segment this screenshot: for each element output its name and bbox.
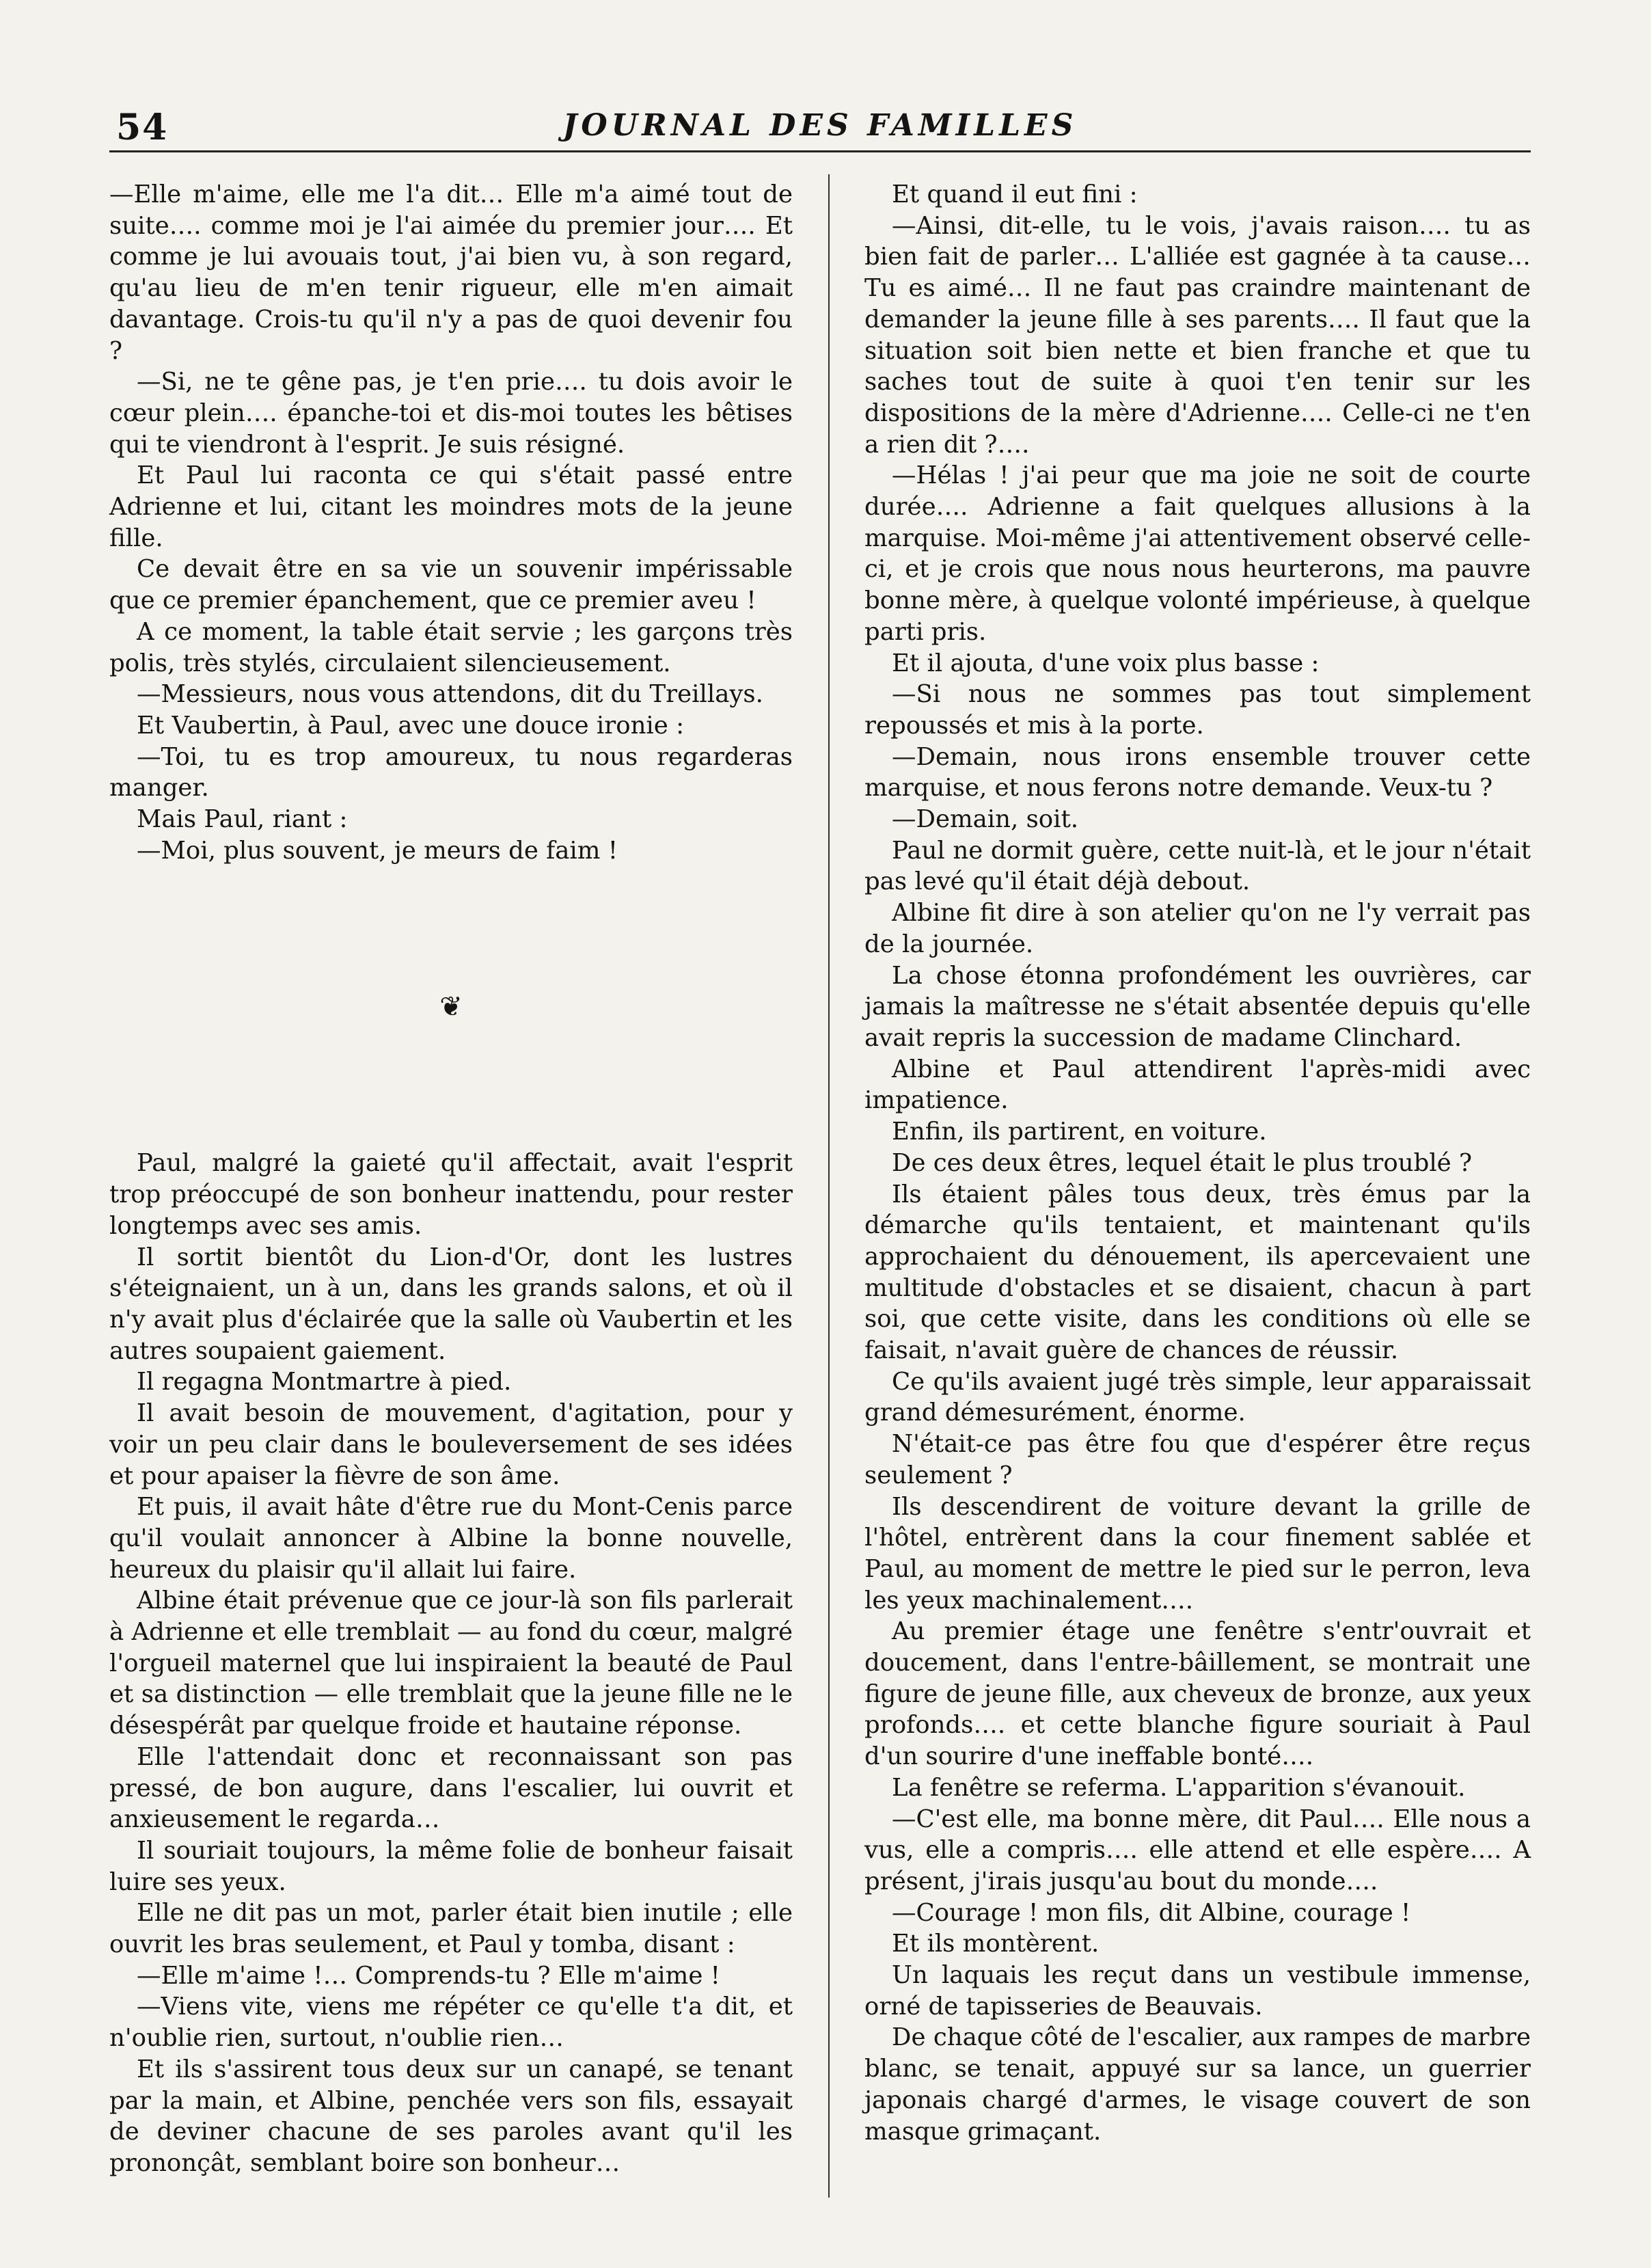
- paragraph: N'était-ce pas être fou que d'espérer être reçus seulement ?: [864, 1430, 1531, 1489]
- paragraph: Au premier étage une fenêtre s'entr'ouvrait et doucement, dans l'entre-bâillement, se montrait une figure de jeune fille, aux cheveux de bronze, aux yeux profonds…. et cette blanche figure souriait à Paul d'un sourire d'une ineffable bonté….: [864, 1617, 1531, 1771]
- paragraph: Et quand il eut fini :: [892, 180, 1138, 208]
- paragraph: Et ils montèrent.: [892, 1930, 1100, 1958]
- paragraph: Ce devait être en sa vie un souvenir impérissable que ce premier épanchement, que ce premier aveu !: [109, 555, 793, 615]
- paragraph: Un laquais les reçut dans un vestibule immense, orné de tapisseries de Beauvais.: [864, 1961, 1531, 2021]
- paragraph: Elle l'attendait donc et reconnaissant son pas pressé, de bon augure, dans l'escalier, lui ouvrit et anxieusement le regarda…: [109, 1742, 793, 1834]
- paragraph: —C'est elle, ma bonne mère, dit Paul…. Elle nous a vus, elle a compris…. elle attend et elle espère…. A présent, j'irais jusqu'au bout du monde….: [864, 1805, 1531, 1895]
- right-column: [864, 179, 1531, 2147]
- paragraph: Albine était prévenue que ce jour-là son fils parlerait à Adrienne et elle tremblait — au fond du cœur, malgré l'orgueil maternel que lui inspiraient la beauté de Paul et sa distinction — elle tremblait que la jeune fille ne le désespérât par quelque froide et hautaine réponse.: [109, 1587, 793, 1740]
- paragraph: Enfin, ils partirent, en voiture.: [892, 1118, 1267, 1146]
- paragraph: Mais Paul, riant :: [137, 805, 348, 834]
- column-divider: [828, 174, 830, 2198]
- paragraph: —Elle m'aime !… Comprends-tu ? Elle m'aime !: [137, 1961, 720, 1990]
- paragraph: —Hélas ! j'ai peur que ma joie ne soit de courte durée…. Adrienne a fait quelques allusions à la marquise. Moi-même j'ai attentivement observé celle-ci, et je crois que nous nous heurterons, ma pauvre bonne mère, à quelque volonté impérieuse, à quelque parti pris.: [864, 461, 1531, 646]
- paragraph: Albine fit dire à son atelier qu'on ne l'y verrait pas de la journée.: [864, 899, 1531, 958]
- page-header: [109, 103, 1531, 152]
- paragraph: Ils descendirent de voiture devant la grille de l'hôtel, entrèrent dans la cour finement sablée et Paul, au moment de mettre le pied sur le perron, leva les yeux machinalement….: [864, 1492, 1531, 1615]
- paragraph: —Ainsi, dit-elle, tu le vois, j'avais raison…. tu as bien fait de parler… L'alliée est gagnée à ta cause… Tu es aimé… Il ne faut pas craindre maintenant de demander la jeune fille à ses parents…. Il faut que la situation soit bien nette et bien franche et que tu saches tout de suite à quoi t'en tenir sur les dispositions de la mère d'Adrienne…. Celle-ci ne t'en a rien dit ?….: [864, 211, 1531, 459]
- paragraph: Il regagna Montmartre à pied.: [137, 1368, 512, 1396]
- paragraph: —Messieurs, nous vous attendons, dit du Treillays.: [137, 680, 763, 709]
- paragraph: —Si, ne te gêne pas, je t'en prie…. tu dois avoir le cœur plein…. épanche-toi et dis-moi toutes les bêtises qui te viendront à l'esprit. Je suis résigné.: [109, 368, 793, 459]
- paragraph: Il souriait toujours, la même folie de bonheur faisait luire ses yeux.: [109, 1836, 793, 1896]
- paragraph: —Elle m'aime, elle me l'a dit… Elle m'a aimé tout de suite…. comme moi je l'ai aimée du premier jour…. Et comme je lui avouais tout, j'ai bien vu, à son regard, qu'au lieu de m'en tenir rigueur, elle m'en aimait davantage. Crois-tu qu'il n'y a pas de quoi devenir fou ?: [109, 180, 793, 365]
- paragraph: Paul ne dormit guère, cette nuit-là, et le jour n'était pas levé qu'il était déjà debout.: [864, 836, 1531, 896]
- paragraph: Elle ne dit pas un mot, parler était bien inutile ; elle ouvrit les bras seulement, et Paul y tomba, disant :: [109, 1899, 793, 1959]
- paragraph: —Toi, tu es trop amoureux, tu nous regarderas manger.: [109, 742, 793, 802]
- paragraph: —Demain, soit.: [892, 805, 1079, 834]
- paragraph: —Courage ! mon fils, dit Albine, courage !: [892, 1898, 1411, 1927]
- paragraph: La chose étonna profondément les ouvrières, car jamais la maîtresse ne s'était absentée depuis qu'elle avait repris la succession de madame Clinchard.: [864, 961, 1531, 1052]
- paragraph: —Demain, nous irons ensemble trouver cette marquise, et nous ferons notre demande. Veux-tu ?: [864, 742, 1531, 802]
- paragraph: Ils étaient pâles tous deux, très émus par la démarche qu'ils tentaient, et maintenant qu'ils approchaient du dénouement, ils apercevaient une multitude d'obstacles et se disaient, chacun à part soi, que cette visite, dans les conditions où elle se faisait, n'avait guère de chances de réussir.: [864, 1180, 1531, 1365]
- paragraph: Et Paul lui raconta ce qui s'était passé entre Adrienne et lui, citant les moindres mots de la jeune fille.: [109, 461, 793, 552]
- left-column: [109, 179, 793, 2179]
- paragraph: Il avait besoin de mouvement, d'agitation, pour y voir un peu clair dans le bouleversement de ses idées et pour apaiser la fièvre de son âme.: [109, 1399, 793, 1490]
- paragraph: Paul, malgré la gaieté qu'il affectait, avait l'esprit trop préoccupé de son bonheur inattendu, pour rester longtemps avec ses amis.: [109, 1149, 793, 1240]
- paragraph: —Viens vite, viens me répéter ce qu'elle t'a dit, et n'oublie rien, surtout, n'oublie rien…: [109, 1993, 793, 2053]
- paragraph: Et ils s'assirent tous deux sur un canapé, se tenant par la main, et Albine, penchée vers son fils, essayait de deviner chacune de ses paroles avant qu'il les prononçât, semblant boire son bonheur…: [109, 2055, 793, 2177]
- paragraph: Et Vaubertin, à Paul, avec une douce ironie :: [137, 711, 685, 740]
- paragraph: Il sortit bientôt du Lion-d'Or, dont les lustres s'éteignaient, un à un, dans les grands salons, et où il n'y avait plus d'éclairée que la salle où Vaubertin et les autres soupaient gaiement.: [109, 1243, 793, 1365]
- paragraph: Albine et Paul attendirent l'après-midi avec impatience.: [864, 1055, 1531, 1115]
- paragraph: —Si nous ne sommes pas tout simplement repoussés et mis à la porte.: [864, 680, 1531, 740]
- section-ornament: ❦: [439, 990, 463, 1023]
- paragraph: La fenêtre se referma. L'apparition s'évanouit.: [892, 1773, 1466, 1802]
- paragraph: —Moi, plus souvent, je meurs de faim !: [137, 836, 618, 865]
- paragraph: De ces deux êtres, lequel était le plus troublé ?: [892, 1148, 1473, 1177]
- paragraph: Et puis, il avait hâte d'être rue du Mont-Cenis parce qu'il voulait annoncer à Albine la bonne nouvelle, heureux du plaisir qu'il allait lui faire.: [109, 1493, 793, 1584]
- running-title: JOURNAL DES FAMILLES: [562, 108, 1078, 143]
- paragraph: Et il ajouta, d'une voix plus basse :: [892, 649, 1320, 677]
- page-number: 54: [116, 107, 169, 148]
- paragraph: A ce moment, la table était servie ; les garçons très polis, très stylés, circulaient silencieusement.: [109, 617, 793, 677]
- paragraph: De chaque côté de l'escalier, aux rampes de marbre blanc, se tenait, appuyé sur sa lance, un guerrier japonais chargé d'armes, le visage couvert de son masque grimaçant.: [864, 2023, 1531, 2146]
- paragraph: Ce qu'ils avaient jugé très simple, leur apparaissait grand démesurément, énorme.: [864, 1367, 1531, 1427]
